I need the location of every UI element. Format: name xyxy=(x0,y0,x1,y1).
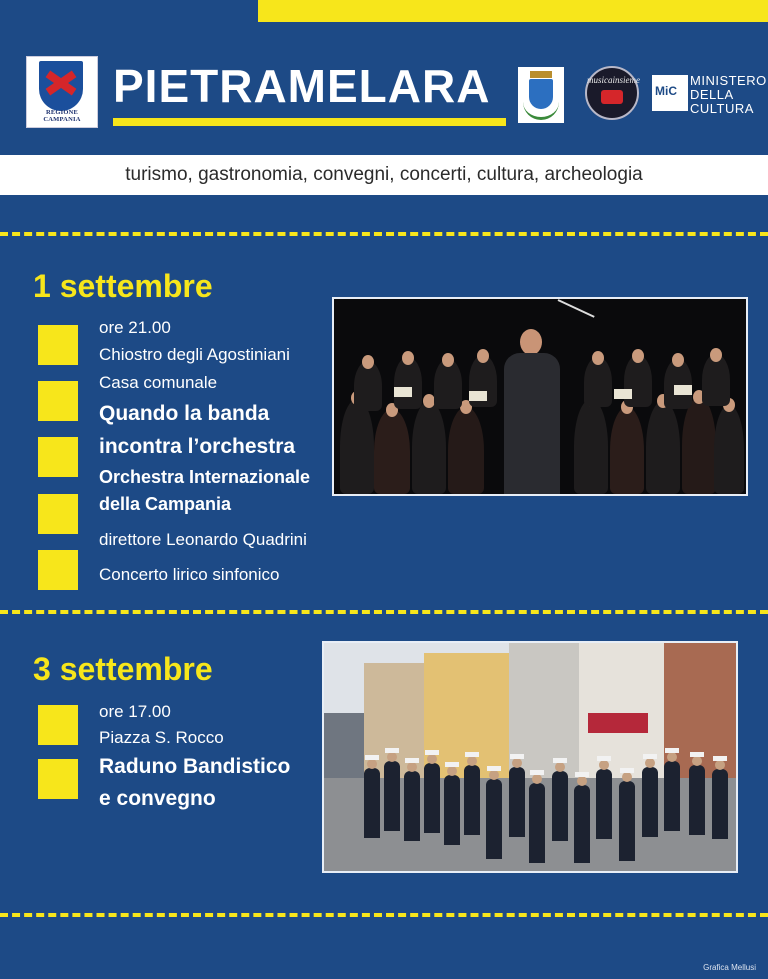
bullet-square xyxy=(38,705,78,745)
event-director: direttore Leonardo Quadrini xyxy=(99,530,307,549)
event-headline-line-1: Quando la banda xyxy=(99,402,270,425)
street-band-photo xyxy=(322,641,738,873)
credit-text: Grafica Mellusi xyxy=(703,963,756,972)
dashed-divider xyxy=(0,232,768,236)
bullet-square xyxy=(38,550,78,590)
event-time: ore 21.00 xyxy=(99,318,171,337)
bullet-square xyxy=(38,437,78,477)
bullet-square xyxy=(38,759,78,799)
regione-campania-logo xyxy=(26,56,98,128)
comune-crest-logo xyxy=(518,67,564,123)
ministero-line-3: CULTURA xyxy=(690,101,754,116)
title-underline xyxy=(113,118,506,126)
musicainsieme-logo xyxy=(585,66,639,120)
subtitle-bar xyxy=(0,155,768,195)
campania-shield-icon xyxy=(39,61,83,111)
event-venue: Piazza S. Rocco xyxy=(99,728,224,747)
event-performer-line-2: della Campania xyxy=(99,494,232,514)
top-accent-bar xyxy=(258,0,768,22)
orchestra-photo xyxy=(332,297,748,496)
ministero-line-1: MINISTERO xyxy=(690,73,767,88)
dashed-divider xyxy=(0,913,768,917)
crest-wreath-icon xyxy=(523,97,559,120)
event-time: ore 17.00 xyxy=(99,702,171,721)
campania-logo-caption: REGIONE CAMPANIA xyxy=(43,109,81,123)
bullet-square xyxy=(38,494,78,534)
event-description: Concerto lirico sinfonico xyxy=(99,565,280,584)
bullet-square xyxy=(38,381,78,421)
event-venue: Chiostro degli Agostiniani xyxy=(99,345,290,364)
event-date-2: 3 settembre xyxy=(33,651,213,687)
event-venue-detail: Casa comunale xyxy=(99,373,218,392)
event-performer-line-1: Orchestra Internazionale xyxy=(99,467,311,487)
page-title: PIETRAMELARA xyxy=(113,60,491,112)
event-date-1: 1 settembre xyxy=(33,268,213,304)
conductor-figure xyxy=(504,329,560,494)
ministero-line-2: DELLA xyxy=(690,87,734,102)
bullet-square xyxy=(38,325,78,365)
subtitle: turismo, gastronomia, convegni, concerti, cultura, archeologia xyxy=(125,164,643,185)
ministero-cultura-logo xyxy=(652,75,688,111)
musicainsieme-logo-text: musicainsieme xyxy=(587,75,640,85)
event-headline-line-1: Raduno Bandistico xyxy=(99,755,291,778)
dashed-divider xyxy=(0,610,768,614)
musicainsieme-emblem-icon xyxy=(601,90,623,104)
event-headline-line-2: incontra l’orchestra xyxy=(99,435,296,458)
event-headline-line-2: e convegno xyxy=(99,787,216,810)
mic-mark: MiC xyxy=(655,84,677,98)
crest-crown-icon xyxy=(530,71,552,78)
ministero-cultura-text xyxy=(690,74,767,116)
